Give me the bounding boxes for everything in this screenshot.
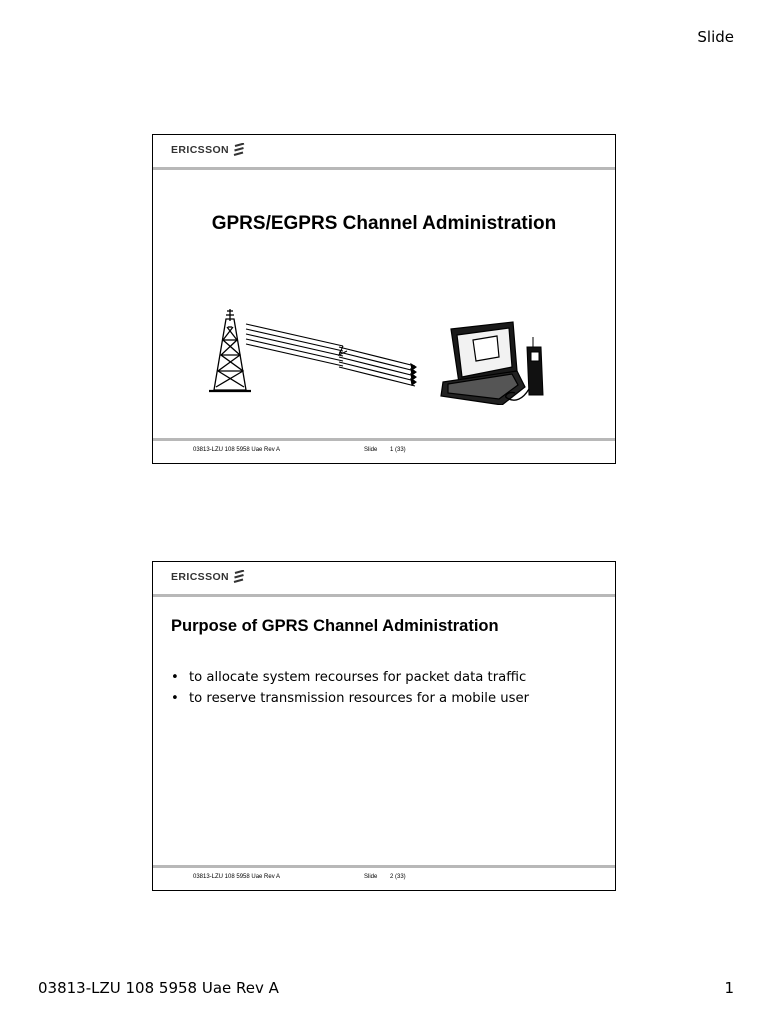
list-item: [171, 691, 529, 706]
list-item: [171, 670, 529, 685]
slide-footer: [153, 438, 615, 463]
slide-2: [152, 561, 616, 891]
slide-header: [153, 562, 615, 597]
slide-title: Purpose of GPRS Channel Administration: [171, 617, 499, 635]
slide-1: [152, 134, 616, 464]
ericsson-logo-icon: [233, 570, 245, 584]
bullet-text: to reserve transmission resources for a mobile user: [189, 691, 530, 706]
slide-title: GPRS/EGPRS Channel Administration: [211, 213, 557, 234]
ericsson-logo: [171, 570, 245, 584]
slide-header: [153, 135, 615, 170]
bullet-icon: •: [171, 691, 179, 706]
radio-waves-icon: [246, 324, 416, 386]
logo-text: ERICSSON: [171, 571, 230, 583]
radio-tower-icon: [209, 309, 251, 391]
footer-slide-label: Slide: [364, 874, 378, 880]
footer-slide-number: 1 (33): [390, 447, 406, 453]
network-illustration: [153, 295, 615, 405]
footer-doc-number: 03813-LZU 108 5958 Uae Rev A: [193, 874, 281, 880]
slide-footer: [153, 865, 615, 890]
page-footer-doc-number: 03813-LZU 108 5958 Uae Rev A: [38, 979, 279, 997]
ericsson-logo: [171, 143, 245, 157]
footer-doc-number: 03813-LZU 108 5958 Uae Rev A: [193, 447, 281, 453]
bullet-icon: •: [171, 670, 179, 685]
footer-slide-label: Slide: [364, 447, 378, 453]
page-number: 1: [724, 979, 734, 997]
logo-text: ERICSSON: [171, 144, 230, 156]
page-header-label: Slide: [697, 28, 734, 46]
bullet-text: to allocate system recourses for packet data traffic: [189, 670, 527, 685]
footer-slide-number: 2 (33): [390, 874, 406, 880]
ericsson-logo-icon: [233, 143, 245, 157]
bullet-list: [171, 670, 529, 712]
